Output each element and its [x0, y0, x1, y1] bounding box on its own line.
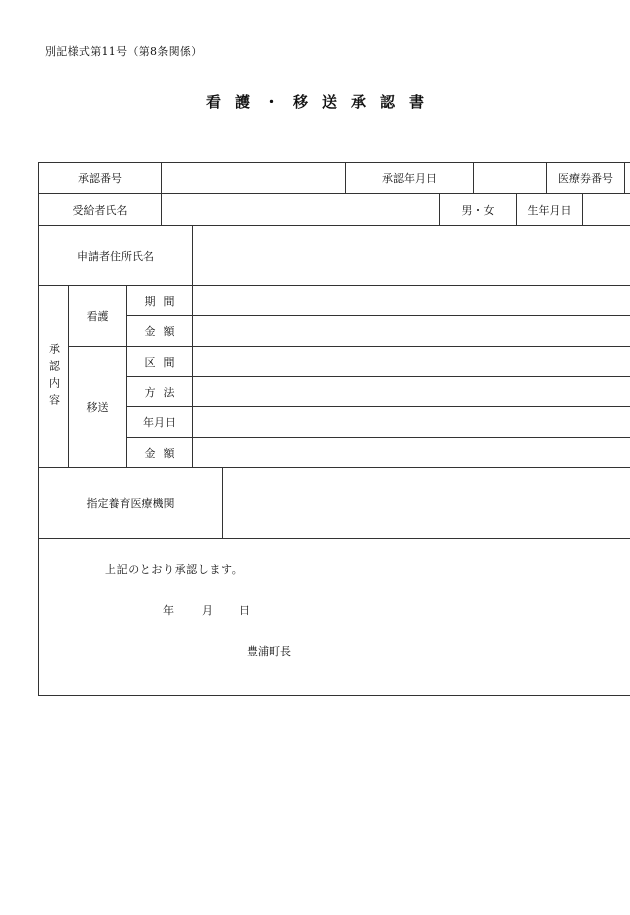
transfer-section-field[interactable] [193, 347, 630, 377]
nursing-period-label [127, 286, 193, 316]
approval-date-line [163, 602, 250, 618]
sex-select[interactable] [440, 194, 517, 226]
approval-form-table [38, 162, 630, 696]
nursing-amount-field[interactable] [193, 316, 630, 347]
designated-institution-text: 指定養育医療機関 [86, 497, 175, 510]
row-nursing-amount [39, 316, 630, 347]
transfer-amount-label [127, 438, 193, 468]
transfer-section-text: 区間 [144, 355, 183, 369]
document-title: 看護・移送承認書 [205, 93, 438, 111]
row-designated-institution [39, 468, 630, 539]
designated-institution-field[interactable] [223, 468, 630, 539]
applicant-field[interactable] [193, 226, 630, 286]
birth-date-text: 生年月日 [527, 203, 572, 217]
day-label: 日 [239, 604, 250, 617]
medical-ticket-field[interactable] [625, 163, 630, 193]
nursing-label [69, 286, 127, 347]
approval-statement: 上記のとおり承認します。 [105, 563, 244, 576]
row-approval-number [39, 163, 630, 194]
form-code: 別記様式第11号（第8条関係） [45, 45, 203, 58]
birth-date-cell [517, 194, 630, 226]
medical-ticket-text: 医療券番号 [558, 172, 614, 185]
row-transfer-amount [39, 438, 630, 468]
birth-date-field[interactable] [583, 194, 630, 225]
approval-content-text: 承認内容 [47, 342, 61, 411]
approval-number-text: 承認番号 [78, 172, 122, 185]
recipient-name-text: 受給者氏名 [72, 203, 128, 217]
transfer-method-field[interactable] [193, 377, 630, 407]
applicant-label [39, 226, 193, 286]
approval-number-field[interactable] [162, 163, 346, 194]
approval-statement-block [39, 539, 630, 696]
approval-number-label [39, 163, 162, 194]
designated-institution-label [39, 468, 223, 539]
transfer-amount-text: 金額 [144, 446, 183, 460]
nursing-period-field[interactable] [193, 286, 630, 316]
transfer-method-text: 方法 [144, 385, 183, 399]
row-applicant [39, 226, 630, 286]
year-label: 年 [163, 604, 174, 617]
approval-date-text: 承認年月日 [382, 172, 438, 185]
approval-date-label [346, 163, 474, 194]
month-label: 月 [202, 604, 213, 617]
transfer-section-label [127, 347, 193, 377]
transfer-method-label [127, 377, 193, 407]
row-transfer-method [39, 377, 630, 407]
transfer-text: 移送 [86, 401, 109, 414]
transfer-date-label [127, 407, 193, 438]
row-transfer-date [39, 407, 630, 438]
row-nursing-period [39, 286, 630, 316]
row-transfer-section [39, 347, 630, 377]
nursing-amount-text: 金額 [144, 325, 183, 338]
transfer-date-text: 年月日 [143, 416, 176, 429]
row-approval-statement [39, 539, 630, 696]
birth-date-label [517, 194, 583, 225]
nursing-amount-label [127, 316, 193, 347]
nursing-period-text: 期間 [144, 294, 183, 308]
recipient-name-label [39, 194, 162, 226]
transfer-amount-field[interactable] [193, 438, 630, 468]
recipient-name-field[interactable] [162, 194, 440, 226]
medical-ticket-label [547, 163, 625, 193]
sex-text: 男・女 [461, 203, 495, 217]
mayor-signature: 豊浦町長 [247, 645, 291, 658]
approval-date-field[interactable] [474, 163, 547, 194]
applicant-text: 申請者住所氏名 [77, 249, 154, 263]
transfer-date-field[interactable] [193, 407, 630, 438]
nursing-text: 看護 [86, 310, 109, 323]
transfer-label [69, 347, 127, 468]
row-recipient-name [39, 194, 630, 226]
medical-ticket-cell [547, 163, 630, 194]
approval-content-label [39, 286, 69, 468]
